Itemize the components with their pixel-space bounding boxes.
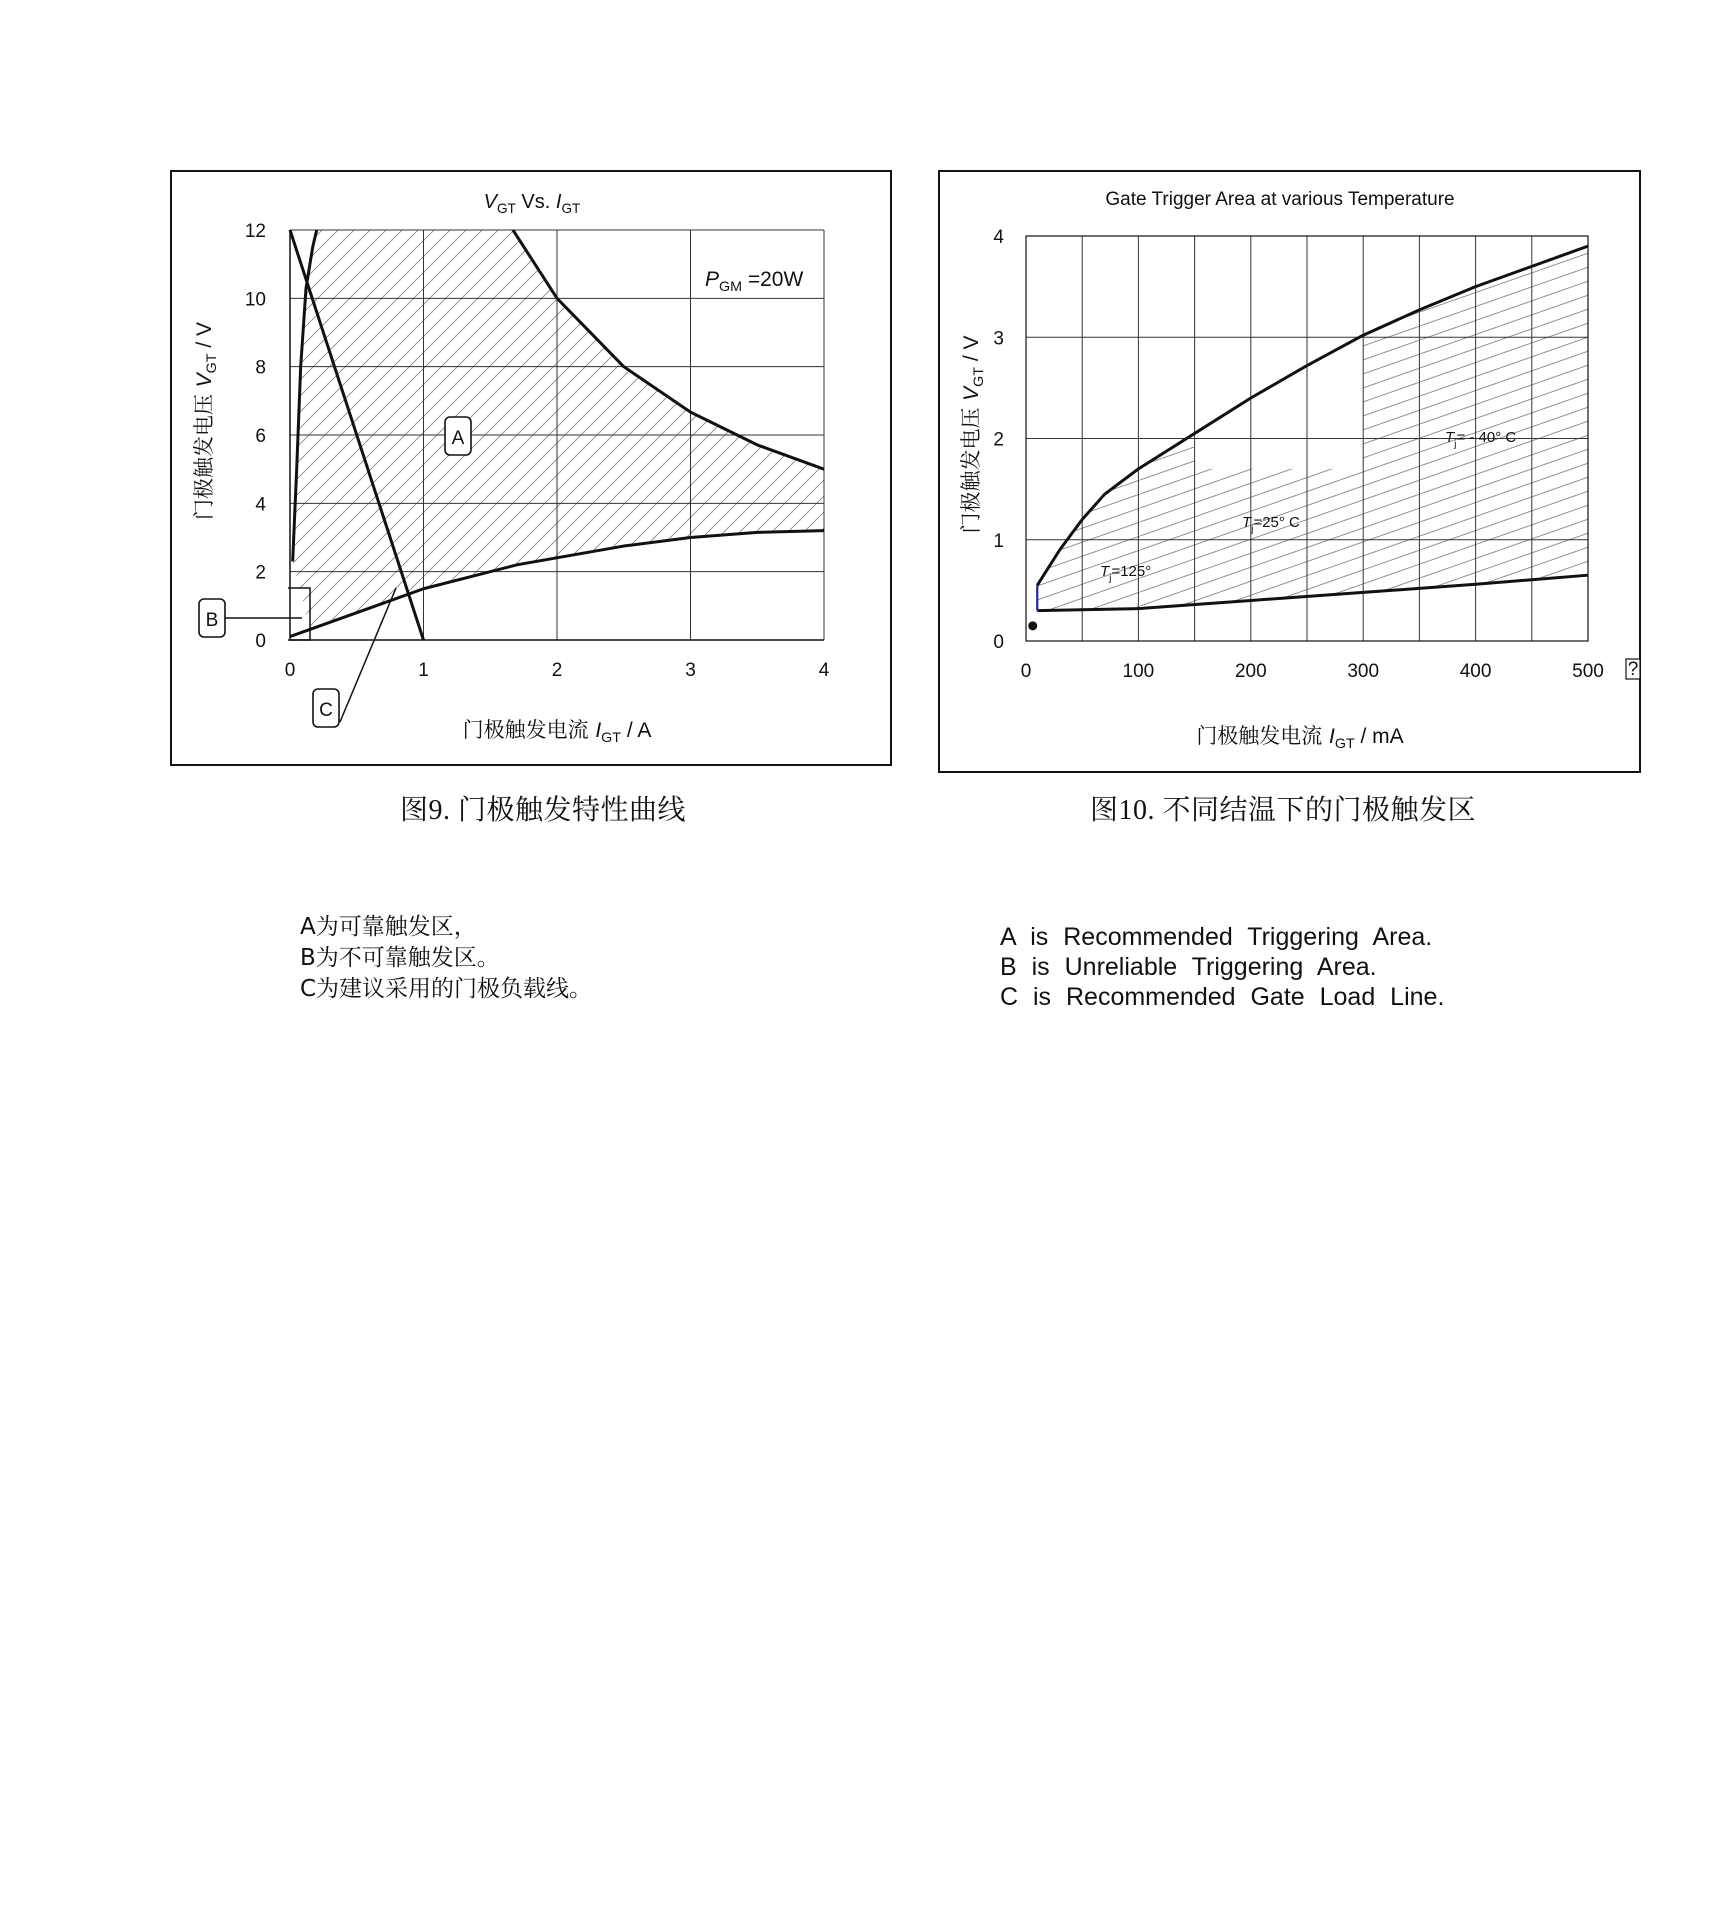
y-tick-label: 2 [993, 429, 1004, 451]
region-a-label-text: A [451, 428, 465, 449]
y-tick-label: 12 [244, 221, 266, 242]
series-point [1028, 621, 1037, 630]
y-tick-label: 4 [993, 227, 1004, 248]
unit-box-glyph: ? [1627, 659, 1639, 680]
x-tick-label: 1 [418, 660, 429, 681]
chart-2-plot [940, 172, 1643, 775]
x-tick-label: 0 [1020, 661, 1032, 682]
y-tick-label: 8 [255, 357, 266, 379]
x-tick-label: 4 [818, 660, 830, 681]
x-tick-label: 500 [1572, 661, 1604, 682]
x-axis-label: 门极触发电流 $I_{GT}$ / A [462, 718, 652, 746]
note-cn-a: A为可靠触发区， [300, 914, 477, 940]
x-tick-label: 3 [685, 660, 696, 681]
y-tick-label: 1 [993, 530, 1004, 552]
note-cn-c: C为建议采用的门极负载线。 [300, 976, 593, 1002]
y-tick-label: 4 [255, 494, 266, 516]
note-cn-b: B为不可靠触发区。 [300, 945, 500, 971]
hatch-tj-125 [1037, 433, 1194, 610]
x-tick-label: 400 [1459, 661, 1492, 682]
note-en-a: A is Recommended Triggering Area. [1000, 923, 1433, 951]
x-axis-label: 门极触发电流 $I_{GT}$ / mA [1196, 724, 1404, 752]
x-tick-label: 200 [1234, 661, 1267, 682]
x-tick-label: 300 [1347, 661, 1380, 682]
chart-vgt-vs-igt [170, 170, 892, 766]
y-axis-label: 门极触发电压 $V_{GT}$ / V [959, 335, 987, 534]
chart-gate-trigger-area [938, 170, 1641, 773]
temp-label: $T_j= - 40^\circ$ C [1445, 429, 1517, 450]
note-en-b: B is Unreliable Triggering Area. [1000, 953, 1377, 981]
x-tick-label: 100 [1122, 661, 1155, 682]
note-en-c: C is Recommended Gate Load Line. [1000, 983, 1445, 1011]
temp-label: $T_j=125^\circ$ [1100, 563, 1152, 584]
y-tick-label: 0 [255, 631, 266, 652]
temp-label: $T_j=25^\circ$ C [1242, 514, 1300, 535]
x-tick-label: 0 [284, 660, 296, 681]
region-c-label-text: C [319, 700, 333, 721]
y-tick-label: 6 [255, 426, 266, 447]
y-tick-label: 2 [255, 562, 266, 584]
y-tick-label: 10 [244, 289, 266, 311]
notes-english [1000, 922, 1444, 1012]
figure-10-caption: 图10. 不同结温下的门极触发区 [1090, 795, 1477, 826]
figure-9-caption: 图9. 门极触发特性曲线 [400, 795, 687, 826]
chart-2-title: Gate Trigger Area at various Temperature [1105, 189, 1455, 210]
chart-1-title: $V_{GT}$ Vs. $I_{GT}$ [483, 191, 581, 216]
y-tick-label: 0 [993, 632, 1004, 653]
notes-chinese [300, 912, 592, 1005]
chart-1-plot [172, 172, 894, 768]
region-b-label-text: B [205, 610, 219, 631]
pgm-annotation: $P_{GM} =20W$ [705, 268, 804, 295]
hatch-tj-25 [1195, 469, 1364, 605]
y-tick-label: 3 [993, 328, 1004, 350]
y-axis-label: 门极触发电压 $V_{GT}$ / V [192, 321, 220, 521]
x-tick-label: 2 [551, 660, 563, 681]
